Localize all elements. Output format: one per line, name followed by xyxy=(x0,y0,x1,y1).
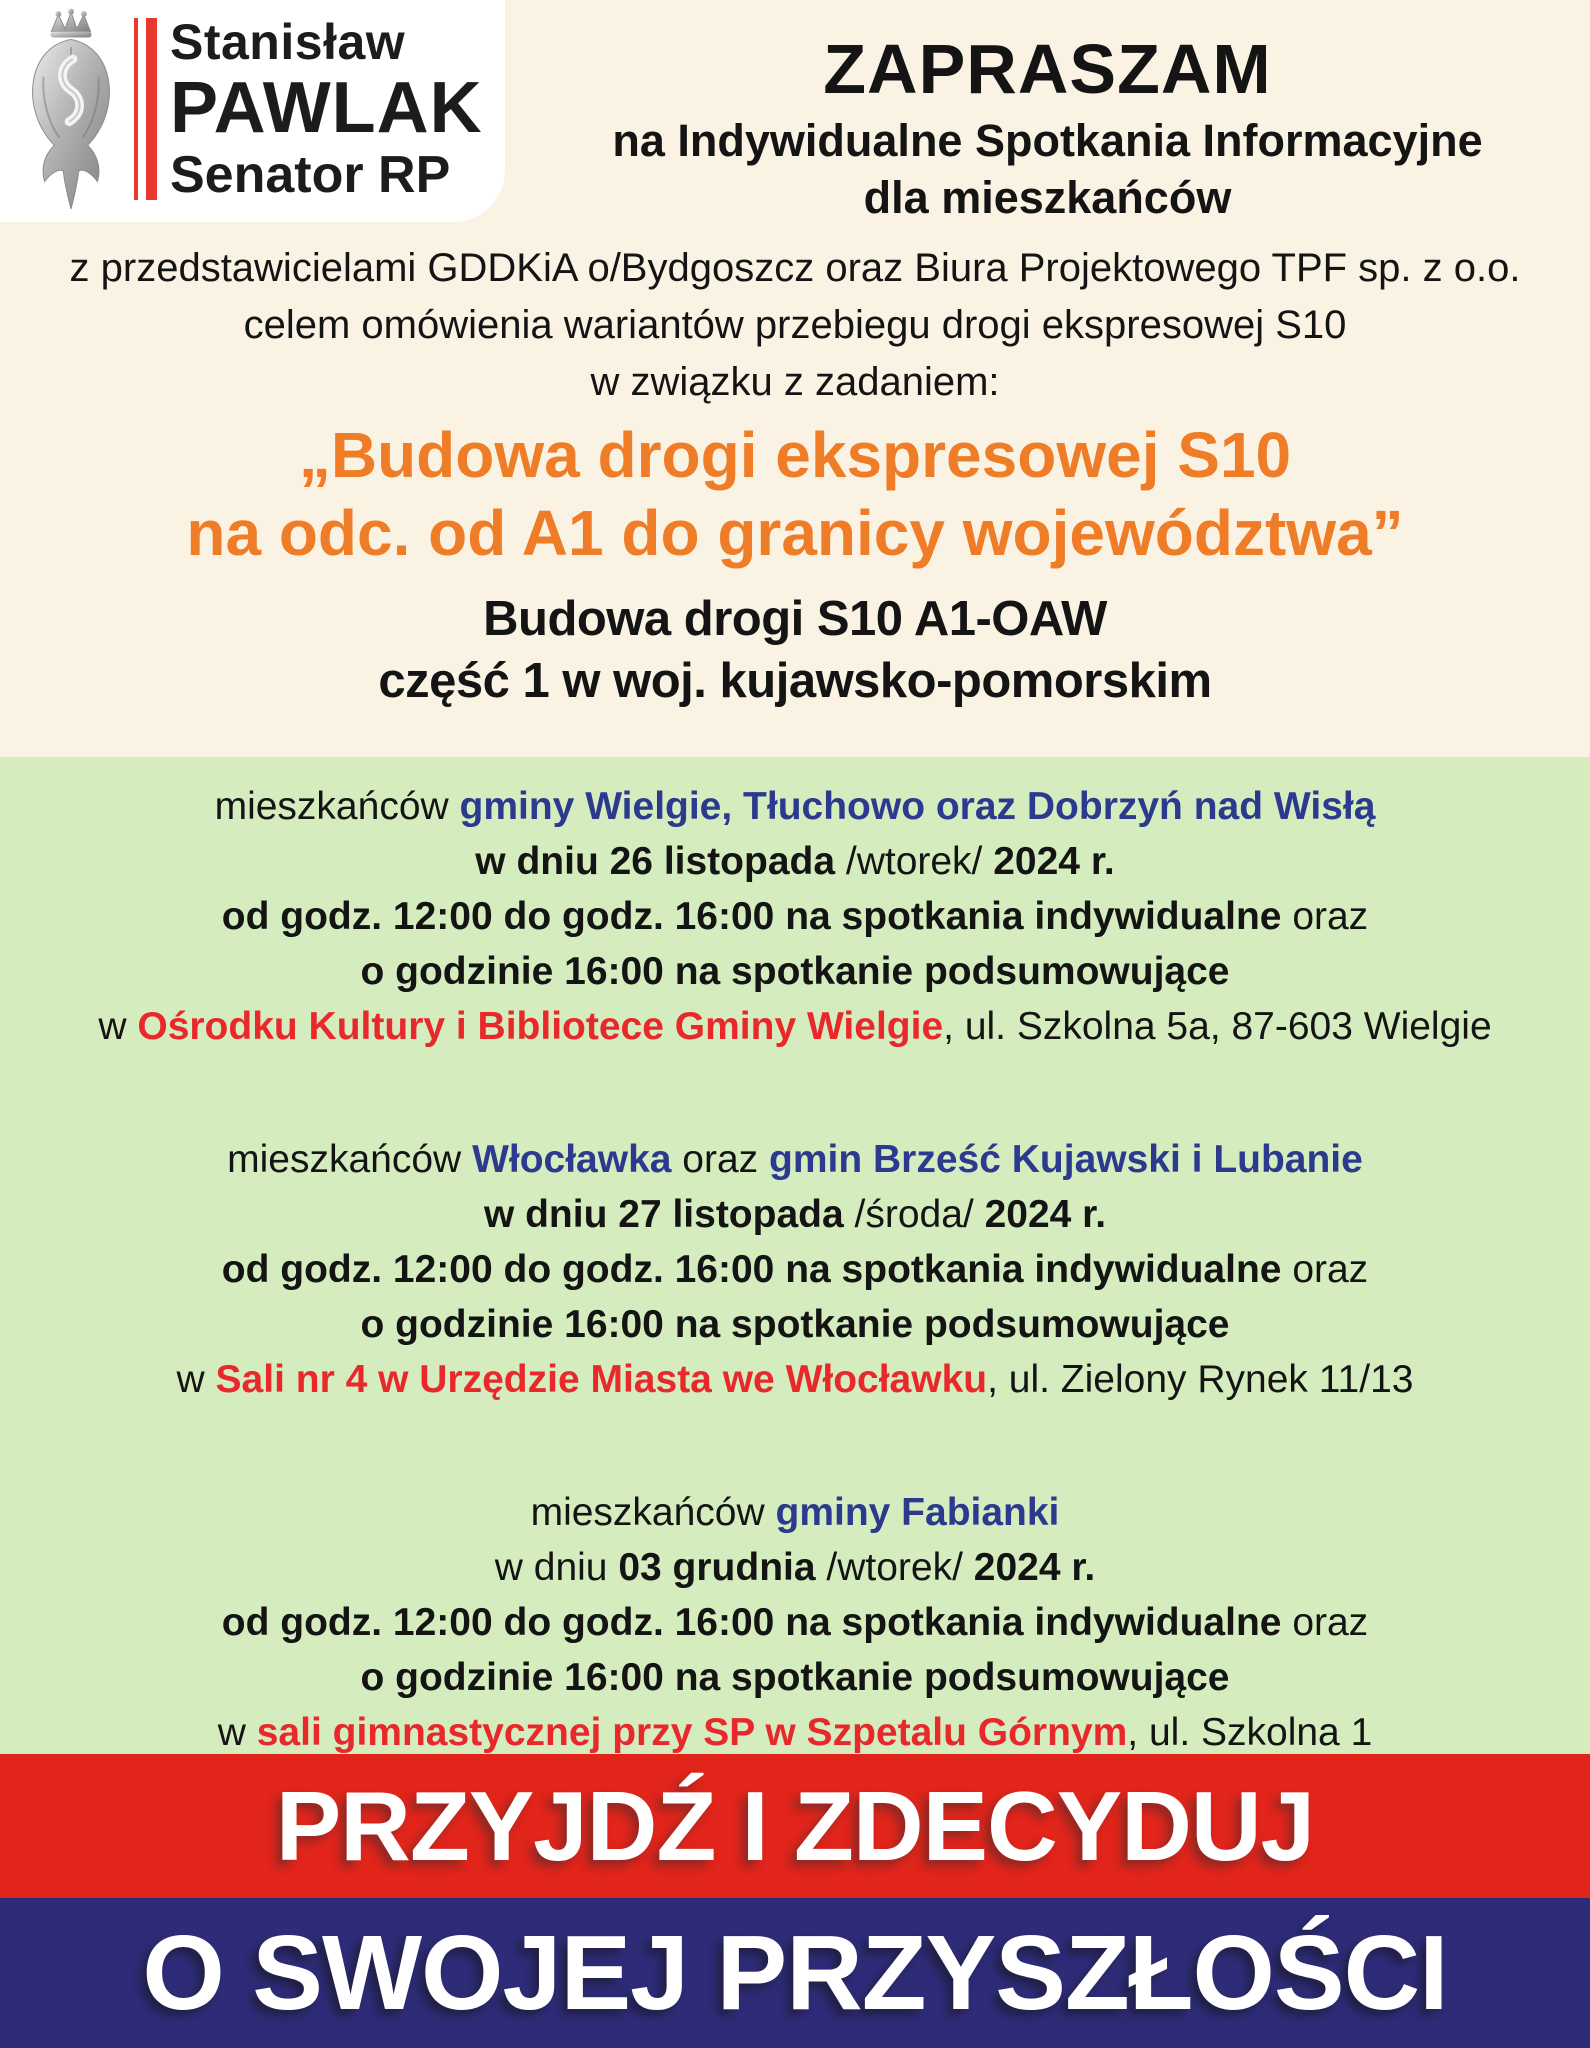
meetings-section xyxy=(0,757,1590,1754)
project-quote-title xyxy=(0,416,1590,572)
meeting-line: w dniu 26 listopada /wtorek/ 2024 r. xyxy=(475,840,1115,883)
project-name-line-2: część 1 w woj. kujawsko-pomorskim xyxy=(378,654,1212,708)
meeting-line: od godz. 12:00 do godz. 16:00 na spotkania indywidualne oraz xyxy=(221,1601,1369,1644)
meeting-line: w dniu 03 grudnia /wtorek/ 2024 r. xyxy=(494,1546,1096,1589)
meeting-line: mieszkańców Włocławka oraz gmin Brześć Kujawski i Lubanie xyxy=(227,1138,1363,1181)
meeting-line: o godzinie 16:00 na spotkanie podsumowujące xyxy=(360,1656,1230,1699)
invite-title: ZAPRASZAM xyxy=(823,30,1272,108)
invitation-header xyxy=(505,26,1590,226)
meeting-block xyxy=(0,779,1590,1054)
meeting-line: w sali gimnastycznej przy SP w Szpetalu Górnym, ul. Szkolna 1 xyxy=(217,1711,1373,1754)
senator-role: Senator RP xyxy=(170,146,451,204)
cta-band-red xyxy=(0,1754,1590,1898)
project-quote-line-1: „Budowa drogi ekspresowej S10 xyxy=(298,419,1292,491)
senator-name-block xyxy=(170,14,500,204)
meeting-line: w dniu 27 listopada /środa/ 2024 r. xyxy=(483,1193,1107,1236)
cta-line-2: O SWOJEJ PRZYSZŁOŚCI xyxy=(142,1914,1448,2032)
meeting-line: mieszkańców gminy Fabianki xyxy=(530,1491,1060,1534)
meeting-line: w Sali nr 4 w Urzędzie Miasta we Włocławku, ul. Zielony Rynek 11/13 xyxy=(176,1358,1414,1401)
senate-eagle-icon xyxy=(22,8,120,210)
flag-stripe-icon xyxy=(134,18,157,200)
meeting-block xyxy=(0,1132,1590,1407)
senator-last-name: PAWLAK xyxy=(170,68,483,148)
invite-subtitle-2: dla mieszkańców xyxy=(863,172,1232,223)
project-name xyxy=(0,588,1590,712)
project-quote-line-2: na odc. od A1 do granicy województwa” xyxy=(186,497,1404,569)
meeting-line: w Ośrodku Kultury i Bibliotece Gminy Wielgie, ul. Szkolna 5a, 87-603 Wielgie xyxy=(98,1005,1492,1048)
intro-line-3: w związku z zadaniem: xyxy=(590,360,1000,404)
intro-line-1: z przedstawicielami GDDKiA o/Bydgoszcz oraz Biura Projektowego TPF sp. z o.o. xyxy=(69,246,1521,290)
project-name-line-1: Budowa drogi S10 A1-OAW xyxy=(483,592,1107,646)
meeting-line: mieszkańców gminy Wielgie, Tłuchowo oraz Dobrzyń nad Wisłą xyxy=(214,785,1376,828)
invite-subtitle-1: na Indywidualne Spotkania Informacyjne xyxy=(612,115,1483,166)
senator-first-name: Stanisław xyxy=(170,14,406,70)
cta-band-navy xyxy=(0,1898,1590,2048)
meeting-line: od godz. 12:00 do godz. 16:00 na spotkania indywidualne oraz xyxy=(221,1248,1369,1291)
meeting-line: o godzinie 16:00 na spotkanie podsumowujące xyxy=(360,950,1230,993)
meeting-block xyxy=(0,1485,1590,1754)
intro-section xyxy=(0,240,1590,411)
meeting-line: o godzinie 16:00 na spotkanie podsumowujące xyxy=(360,1303,1230,1346)
senator-logo xyxy=(0,0,505,222)
intro-line-2: celem omówienia wariantów przebiegu drogi ekspresowej S10 xyxy=(243,303,1347,347)
meeting-line: od godz. 12:00 do godz. 16:00 na spotkania indywidualne oraz xyxy=(221,895,1369,938)
cta-line-1: PRZYJDŹ I ZDECYDUJ xyxy=(275,1771,1315,1881)
